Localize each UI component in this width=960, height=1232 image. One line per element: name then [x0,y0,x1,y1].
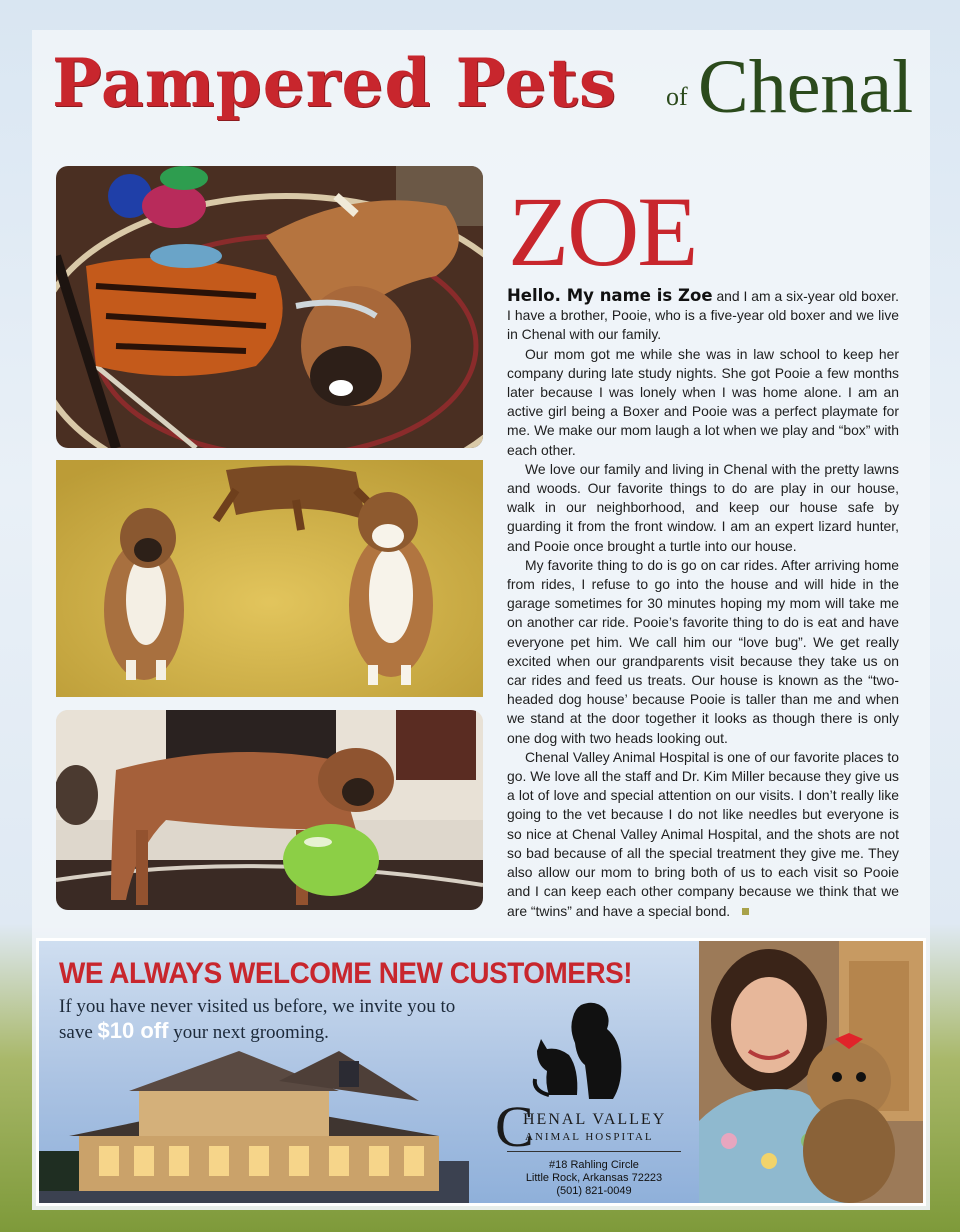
ad-offer-before: If you have never visited us before, we invite you to save [59,996,456,1043]
hospital-name-line2: ANIMAL HOSPITAL [525,1131,654,1143]
article-paragraph-lead [507,286,899,345]
article-paragraph-last [507,748,899,921]
address-city: Little Rock, Arkansas 72223 [525,1172,663,1184]
photo-zoe-lying-with-toys [56,166,483,448]
cat-and-dog-silhouette-icon [529,999,629,1103]
staff-with-yorkie-photo [699,941,923,1203]
hospital-advertisement [36,938,926,1206]
article-paragraph: My favorite thing to do is go on car rides. After arriving home from rides, I refuse to go into the house and will hide in the garage sometimes for 30 minutes hoping my mom will take me on another car ride. Pooie’s favorite thing to do is eat and have everyone pet him. We call him our “love bug”. We get really excited when our grandparents visit because they take us on car rides and feed us treats. Our house is known as the “two-headed dog house’ because Pooie is taller than me and when we stand at the door together it looks as though there is only one dog with two heads looking out. [507,556,899,746]
ad-offer-after: your next grooming. [168,1022,329,1043]
hospital-name-initial: C [495,1094,534,1159]
ad-headline: WE ALWAYS WELCOME NEW CUSTOMERS! [59,957,633,990]
photo-zoe-and-pooie-sitting [56,460,483,697]
hospital-logo [489,999,719,1206]
masthead-place: Chenal [698,45,914,129]
article-body [507,286,899,921]
article-paragraph: We love our family and living in Chenal with the pretty lawns and woods. Our favorite things to do are play in our house, walk in our neighborhood, and keep our house safe by guarding it from the front window. I am an expert lizard hunter, and Pooie once brought a turtle into our house. [507,460,899,554]
article-title: ZOE [508,176,697,287]
address-phone: (501) 821-0049 [556,1185,632,1197]
masthead-title: Pampered Pets [52,44,617,122]
ad-offer-price: $10 off [97,1018,169,1043]
hospital-building-illustration [39,1041,469,1206]
address-street: #18 Rahling Circle [549,1159,639,1171]
masthead-of: of [666,82,688,111]
article-paragraph: Our mom got me while she was in law school to keep her company during late study nights. She got Pooie a few months later because I was lonely when I was home alone. I am an active girl being a Boxer and Pooie was a perfect playmate for me. We make our mom laugh a lot when we play and “box” with each other. [507,345,899,458]
article-lead-bold: Hello. My name is Zoe [507,286,713,305]
logo-divider [507,1151,681,1152]
photo-zoe-with-green-ball [56,710,483,910]
end-of-article-mark [742,908,749,915]
article-lead-text: and I am a six-year old boxer. I have a brother, Pooie, who is a five-year old boxer and we live in Chenal with our family. [507,288,899,343]
hospital-address [489,1159,699,1198]
article-paragraph-text: Chenal Valley Animal Hospital is one of our favorite places to go. We love all the staff and Dr. Kim Miller because they give us a lot of love and special attention on our visits. I don’t really like going to the vet because I do not like needles but everyone is so nice at Chenal Valley Animal Hospital, and the shots are not so bad because of all the special treatment they give me. They also allow our mom to bring both of us to each visit so Pooie and I can keep each other company because we think that we are “twins” and have a special bond. [507,748,899,919]
ad-offer-text [59,995,479,1045]
masthead [52,44,912,136]
hospital-name-line1: HENAL VALLEY [523,1111,667,1128]
